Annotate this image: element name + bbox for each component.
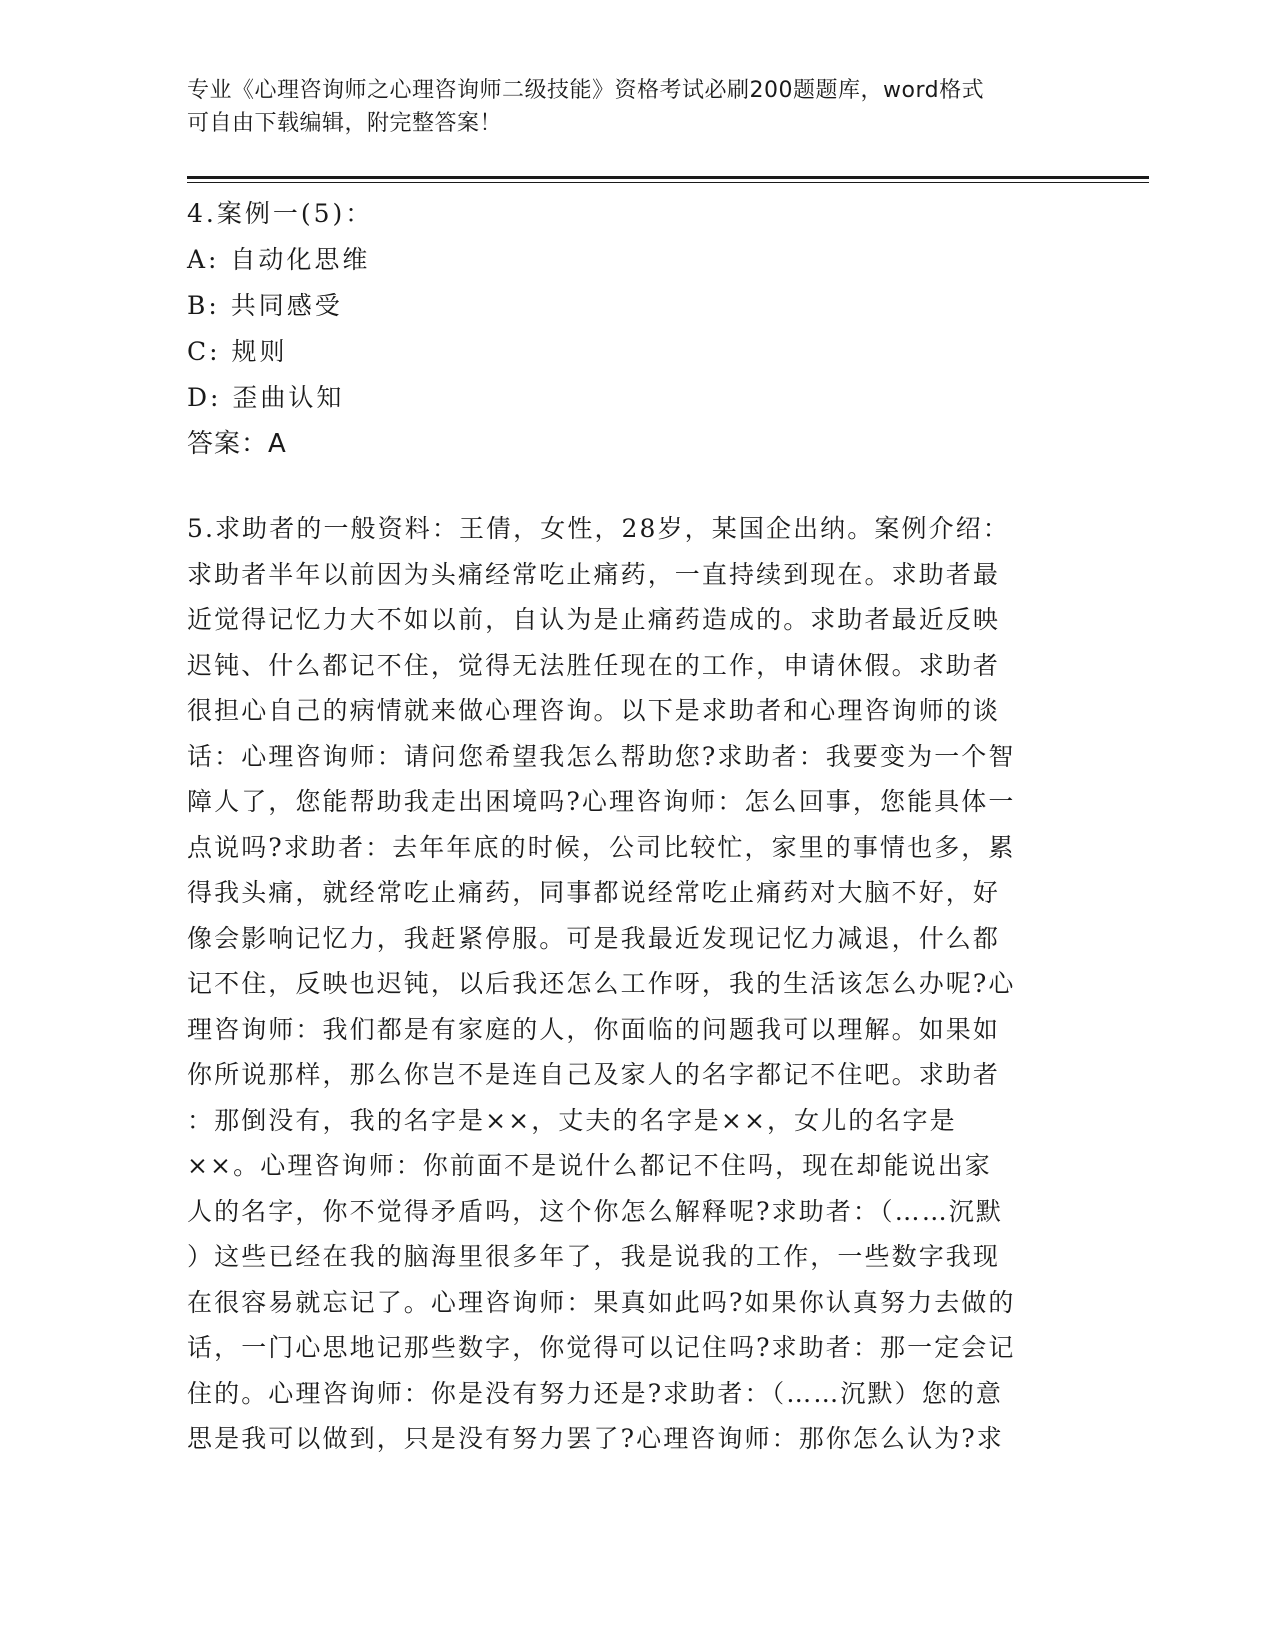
question-5 (187, 506, 1067, 1462)
text-line: 障人了，您能帮助我走出困境吗?心理咨询师：怎么回事，您能具体一 (187, 787, 1016, 816)
header-divider (187, 176, 1149, 179)
text-line: 人的名字，你不觉得矛盾吗，这个你怎么解释呢?求助者：（……沉默 (187, 1196, 1004, 1226)
text-line: ）这些已经在我的脑海里很多年了，我是说我的工作，一些数字我现 (187, 1242, 1001, 1271)
question-stem: 4.案例一(5)： (187, 199, 374, 228)
text-line: 得我头痛，就经常吃止痛药，同事都说经常吃止痛药对大脑不好，好 (187, 878, 1001, 907)
text-line: 5.求助者的一般资料：王倩，女性，28岁，某国企出纳。案例介绍： (187, 514, 1010, 543)
option-c: C: 规则 (187, 337, 288, 366)
answer: 答案：A (187, 429, 287, 459)
text-line: 近觉得记忆力大不如以前，自认为是止痛药造成的。求助者最近反映 (187, 605, 1001, 634)
header-divider (187, 182, 1149, 183)
option-a: A: 自动化思维 (187, 245, 371, 274)
text-line: ：那倒没有，我的名字是××，丈夫的名字是××，女儿的名字是 (187, 1105, 957, 1135)
text-line: 求助者半年以前因为头痛经常吃止痛药，一直持续到现在。求助者最 (187, 559, 1001, 589)
text-line: 话，一门心思地记那些数字，你觉得可以记住吗?求助者：那一定会记 (187, 1333, 1016, 1362)
text-line: ××。心理咨询师：你前面不是说什么都记不住吗，现在却能说出家 (187, 1151, 992, 1180)
option-d: D: 歪曲认知 (187, 383, 345, 412)
text-line: 迟钝、什么都记不住，觉得无法胜任现在的工作，申请休假。求助者 (187, 650, 1001, 680)
text-line: 点说吗?求助者：去年年底的时候，公司比较忙，家里的事情也多，累 (187, 832, 1016, 862)
text-line: 在很容易就忘记了。心理咨询师：果真如此吗?如果你认真努力去做的 (187, 1287, 1016, 1317)
text-line: 话：心理咨询师：请问您希望我怎么帮助您?求助者：我要变为一个智 (187, 741, 1016, 771)
page-header (187, 74, 1067, 140)
text-line: 像会影响记忆力，我赶紧停服。可是我最近发现记忆力减退，什么都 (187, 923, 1001, 953)
text-line: 理咨询师：我们都是有家庭的人，你面临的问题我可以理解。如果如 (187, 1014, 1001, 1044)
text-line: 你所说那样，那么你岂不是连自己及家人的名字都记不住吧。求助者 (187, 1060, 1001, 1089)
text-line: 住的。心理咨询师：你是没有努力还是?求助者：（……沉默）您的意 (187, 1378, 1004, 1408)
text-line: 记不住，反映也迟钝，以后我还怎么工作呀，我的生活该怎么办呢?心 (187, 969, 1016, 998)
header-line: 专业《心理咨询师之心理咨询师二级技能》资格考试必刷200题题库，word格式 (187, 78, 985, 103)
question-4 (187, 191, 373, 467)
option-b: B: 共同感受 (187, 291, 343, 320)
header-line: 可自由下载编辑，附完整答案！ (187, 111, 503, 136)
text-line: 很担心自己的病情就来做心理咨询。以下是求助者和心理咨询师的谈 (187, 696, 1001, 725)
text-line: 思是我可以做到，只是没有努力罢了?心理咨询师：那你怎么认为?求 (187, 1424, 1004, 1453)
